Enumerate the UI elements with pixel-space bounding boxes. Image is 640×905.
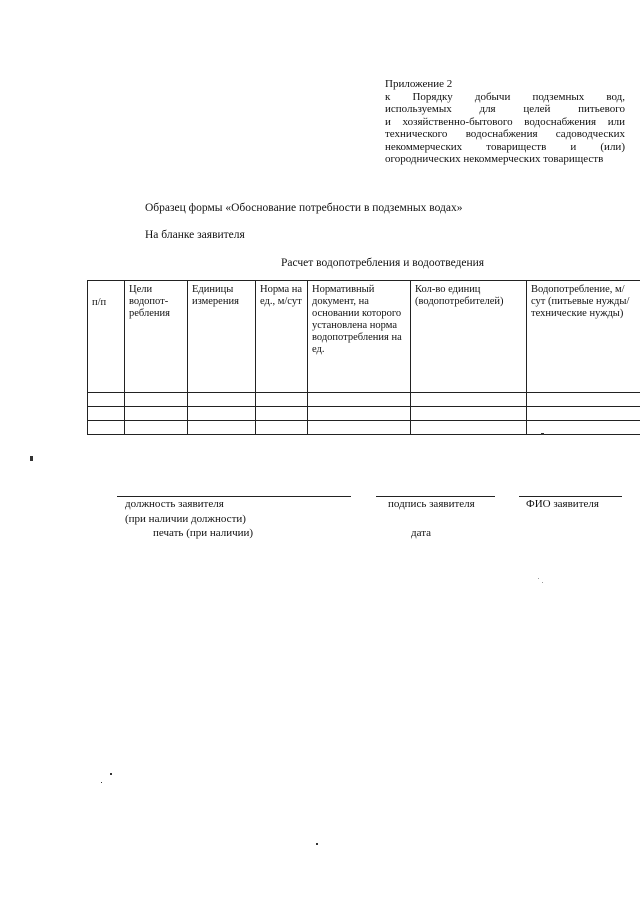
scan-speck	[110, 773, 112, 775]
header-quantity: Кол-во единиц (водопотребителей)	[411, 281, 527, 393]
table-row	[88, 393, 640, 407]
letterhead-note: На бланке заявителя	[145, 229, 245, 241]
scan-speck	[538, 578, 539, 579]
name-label: ФИО заявителя	[526, 498, 599, 510]
appendix-line: к Порядку добычи подземных вод,	[385, 90, 625, 103]
appendix-line: используемых для целей питьевого	[385, 103, 625, 115]
table-cell[interactable]	[88, 393, 125, 407]
header-number: п/п	[88, 281, 125, 393]
name-line	[519, 496, 622, 497]
table-cell[interactable]	[88, 421, 125, 435]
appendix-line: Приложение 2	[385, 78, 453, 90]
table-cell[interactable]	[256, 407, 308, 421]
seal-label: печать (при наличии)	[153, 527, 254, 539]
table-cell[interactable]	[125, 393, 188, 407]
signature-line	[376, 496, 495, 497]
table-cell[interactable]	[188, 407, 256, 421]
signature-label: подпись заявителя	[388, 498, 475, 510]
table-cell[interactable]	[188, 421, 256, 435]
table-cell[interactable]	[308, 421, 411, 435]
table-row	[88, 421, 640, 435]
scan-speck	[541, 433, 544, 435]
scan-speck	[542, 582, 543, 583]
table-cell[interactable]	[256, 393, 308, 407]
table-cell[interactable]	[188, 393, 256, 407]
header-purpose: Цели водопот-ребления	[125, 281, 188, 393]
position-line	[117, 496, 351, 497]
table-cell[interactable]	[308, 407, 411, 421]
table-cell[interactable]	[527, 407, 640, 421]
table-row	[88, 407, 640, 421]
table-cell[interactable]	[125, 421, 188, 435]
appendix-line: некоммерческих товариществ и (или)	[385, 140, 625, 153]
header-consumption: Водопотребление, м/сут (питьевые нужды/технические нужды)	[527, 281, 640, 393]
table-header-row	[88, 281, 640, 393]
scan-speck	[30, 456, 33, 461]
header-normative-doc: Нормативный документ, на основании которого установлена норма водопотребления на ед.	[308, 281, 411, 393]
scan-speck	[316, 843, 318, 845]
form-title: Образец формы «Обоснование потребности в подземных водах»	[145, 202, 463, 214]
header-units: Единицы измерения	[188, 281, 256, 393]
date-label: дата	[411, 527, 432, 539]
table-title: Расчет водопотребления и водоотведения	[281, 257, 485, 269]
table-cell[interactable]	[411, 407, 527, 421]
table-cell[interactable]	[88, 407, 125, 421]
appendix-line: огороднических некоммерческих товариществ	[385, 153, 604, 165]
position-note: (при наличии должности)	[125, 513, 246, 525]
table-cell[interactable]	[527, 393, 640, 407]
appendix-line: технического водоснабжения садоводческих	[385, 128, 625, 140]
table-cell[interactable]	[411, 421, 527, 435]
table-cell[interactable]	[256, 421, 308, 435]
appendix-block	[385, 78, 625, 166]
position-label: должность заявителя	[125, 498, 224, 510]
scan-speck	[101, 782, 102, 783]
table-cell[interactable]	[308, 393, 411, 407]
header-norm: Норма на ед., м/сут	[256, 281, 308, 393]
table-cell[interactable]	[125, 407, 188, 421]
table-cell[interactable]	[411, 393, 527, 407]
consumption-table	[87, 280, 640, 435]
appendix-line: и хозяйственно-бытового водоснабжения или	[385, 115, 625, 128]
